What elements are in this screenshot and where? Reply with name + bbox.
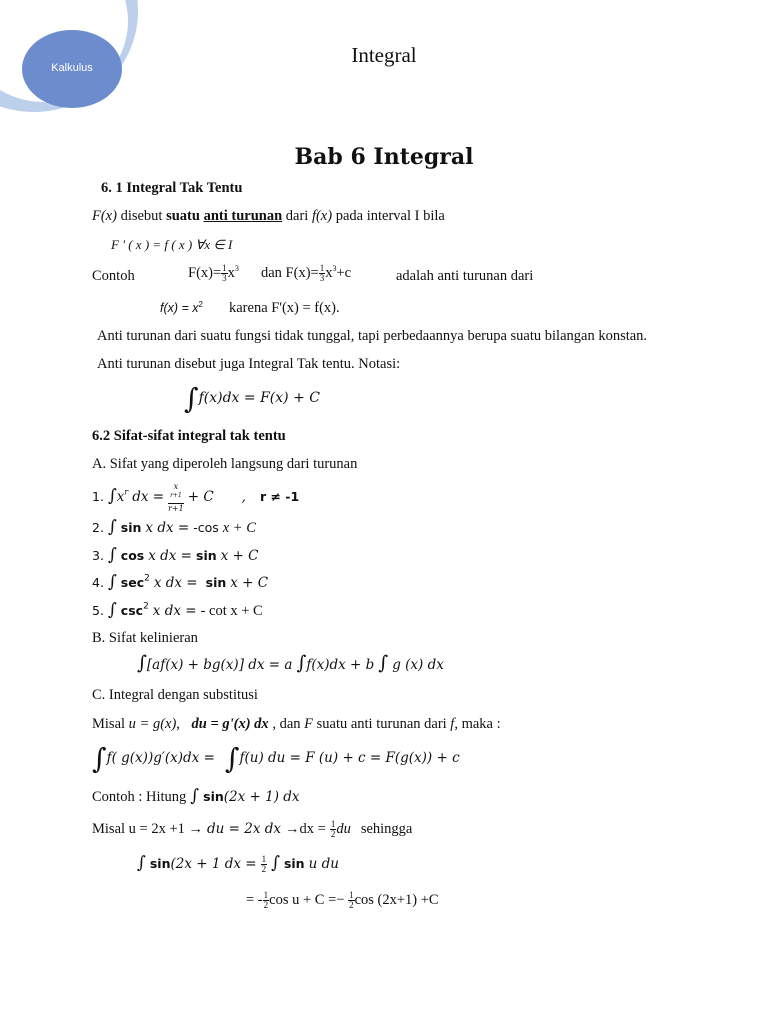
frac-den-2: 3	[319, 273, 325, 283]
hitung-arg: (2x + 1) dx	[223, 789, 300, 805]
half-num: 1	[330, 819, 336, 829]
item-number: 3.	[92, 548, 104, 563]
linearity-part2: f(x)dx + b	[306, 657, 375, 673]
example-tail: adalah anti turunan dari	[396, 268, 534, 284]
item5-xdx: x dx =	[152, 603, 197, 619]
hitung-text: Contoh : Hitung	[92, 789, 187, 805]
frac-num-2: 1	[319, 263, 325, 273]
substitution-assumption	[92, 716, 501, 733]
section-b-label: B. Sifat kelinieran	[92, 630, 198, 646]
item1-num-exp: r+1	[170, 492, 182, 499]
half-den-3: 2	[263, 900, 269, 910]
example-label: Contoh	[92, 268, 135, 284]
def-text: disebut	[116, 208, 167, 224]
example-hitung	[92, 786, 300, 806]
misal-u: u = g(x)	[128, 716, 177, 732]
integral-sign: ∫	[224, 742, 240, 775]
integral-sign: ∫	[190, 786, 200, 806]
misal-du: du = g'(x) dx	[191, 716, 269, 732]
f2-lhs: dan F(x)=	[261, 264, 319, 281]
item4-exp: 2	[144, 573, 150, 584]
sub-rhs: f(u) du = F (u) + c = F(g(x)) + c	[239, 750, 460, 766]
item1-r: r	[124, 487, 129, 497]
fx-exp: 2	[198, 300, 203, 309]
substitution-formula	[92, 742, 460, 775]
section-a-label: A. Sifat yang diperoleh langsung dari turunan	[92, 456, 358, 472]
notation-text: f(x)dx = F(x) + C	[198, 390, 320, 406]
def-text3: pada interval I bila	[332, 208, 445, 224]
property-item-2	[92, 517, 256, 537]
item3-result: x + C	[220, 548, 259, 564]
calc1-arg: (2x + 1 dx =	[170, 856, 257, 872]
item1-den: r+1	[168, 503, 184, 513]
def-underline: anti turunan	[203, 208, 283, 224]
item5-csc: csc	[120, 603, 144, 618]
item-number: 2.	[92, 520, 104, 535]
integral-sign: ∫	[107, 545, 117, 565]
hitung-sin: sin	[203, 789, 224, 804]
f2-exp: 3	[332, 264, 337, 273]
half-num-3: 1	[263, 890, 269, 900]
def-text2: dari	[282, 208, 312, 224]
property-item-1	[92, 482, 299, 513]
integral-sign: ∫	[137, 652, 147, 674]
paragraph-2: Anti turunan disebut juga Integral Tak tentu. Notasi:	[97, 356, 401, 372]
item2-result: x + C	[222, 520, 256, 536]
item2-xdx: x dx =	[145, 520, 190, 536]
example-fx	[160, 300, 203, 315]
section-heading-6-1: 6. 1 Integral Tak Tentu	[101, 180, 243, 196]
misal-f: f	[450, 716, 455, 732]
f2-x: x	[325, 264, 333, 281]
half-den-4: 2	[349, 900, 354, 910]
calc2-minus: = -	[246, 891, 263, 908]
example-f1	[188, 264, 239, 283]
section-heading-6-2: 6.2 Sifat-sifat integral tak tentu	[92, 428, 286, 444]
item1-x: x	[116, 489, 125, 505]
linearity-part1: [af(x) + bg(x)] dx = a	[146, 657, 293, 673]
calculation-line-1	[137, 853, 339, 874]
badge-label: Kalkulus	[51, 62, 93, 74]
integral-sign: ∫	[107, 517, 117, 537]
example-karena: karena F'(x) = f(x).	[229, 300, 340, 316]
sub-lhs: f( g(x))g′(x)dx =	[106, 750, 215, 766]
item1-num: x	[173, 482, 179, 491]
item4-sec: sec	[120, 575, 145, 590]
item4-result: x + C	[230, 575, 269, 591]
misal2-text: Misal u = 2x +1 →	[92, 821, 204, 838]
property-item-4	[92, 572, 268, 592]
integral-sign: ∫	[107, 486, 117, 506]
notation-formula	[184, 382, 320, 415]
integral-sign: ∫	[378, 652, 389, 674]
example-substitution	[92, 820, 412, 839]
half-den-2: 2	[261, 863, 267, 874]
item-number: 1.	[92, 489, 104, 504]
integral-sign: ∫	[137, 853, 146, 873]
integral-sign: ∫	[271, 853, 280, 873]
frac-num: 1	[222, 263, 227, 273]
misal-maka: , maka :	[454, 716, 501, 732]
misal-F: F	[304, 716, 313, 732]
f1-exp: 3	[234, 264, 239, 273]
item1-c: + C	[187, 489, 214, 505]
calc1-udu: u du	[308, 856, 339, 872]
definition-formula: F ' ( x ) = f ( x ) ∀x ∈ I	[111, 237, 233, 252]
paragraph-1: Anti turunan dari suatu fungsi tidak tunggal, tapi perbedaannya berupa suatu bilangan konstan.	[97, 328, 648, 344]
property-item-5	[92, 600, 263, 620]
calc1-sin: sin	[149, 856, 171, 871]
misal-comma: ,	[176, 716, 180, 732]
misal2-dx: →dx =	[285, 821, 326, 838]
misal-dan: , dan	[272, 716, 301, 732]
f1-lhs: F(x)=	[188, 264, 222, 281]
integral-sign: ∫	[184, 382, 199, 415]
section-c-label: C. Integral dengan substitusi	[92, 687, 258, 703]
property-item-3	[92, 545, 258, 565]
item4-sin: sin	[205, 575, 227, 590]
misal2-du2: du	[336, 821, 351, 838]
fraction-half-2	[261, 855, 268, 874]
item3-sin: sin	[196, 548, 217, 563]
example-f2	[261, 264, 351, 283]
misal-text: suatu anti turunan dari	[316, 716, 447, 732]
item2-sin: sin	[120, 520, 142, 535]
item1-dx: dx =	[132, 489, 165, 505]
calc2-mid: cos u + C =−	[269, 891, 345, 908]
misal-word: Misal	[92, 716, 126, 732]
frac-den: 3	[222, 273, 227, 283]
item4-xdx: x dx =	[153, 575, 198, 591]
item5-result: - cot x + C	[200, 603, 263, 619]
calc1-sin2: sin	[283, 856, 305, 871]
item-number: 5.	[92, 603, 104, 618]
f1-x: x	[227, 264, 235, 281]
def-bold: suatu	[166, 208, 200, 224]
calculation-line-2	[246, 891, 439, 910]
item3-xdx: x dx =	[148, 548, 192, 564]
linearity-formula	[137, 652, 444, 674]
definition-line	[92, 208, 445, 225]
item1-fraction	[168, 482, 184, 513]
half-num-2: 1	[261, 853, 267, 864]
half-num-4: 1	[349, 890, 354, 900]
linearity-part3: g (x) dx	[392, 657, 444, 673]
item-number: 4.	[92, 575, 104, 590]
item3-cos: cos	[120, 548, 145, 563]
chapter-title: Bab 6 Integral	[294, 144, 474, 170]
integral-sign: ∫	[92, 742, 107, 775]
fx-text: f(x) = x	[160, 301, 199, 316]
integral-sign: ∫	[296, 652, 307, 674]
misal2-sehingga: sehingga	[360, 821, 413, 838]
integral-sign: ∫	[107, 572, 117, 592]
f2-const: +c	[336, 264, 352, 281]
def-fx: f(x)	[311, 208, 333, 224]
item2-cos: -cos	[193, 520, 219, 535]
half-den: 2	[330, 829, 336, 839]
misal2-du: du = 2x dx	[207, 821, 281, 838]
item5-exp: 2	[143, 601, 149, 612]
def-term: F(x)	[92, 208, 117, 224]
header-title: Integral	[351, 43, 417, 67]
calc2-result: cos (2x+1) +C	[354, 891, 439, 908]
integral-sign: ∫	[107, 600, 117, 620]
item1-condition: r ≠ -1	[259, 489, 300, 504]
item1-comma: ,	[241, 489, 246, 505]
